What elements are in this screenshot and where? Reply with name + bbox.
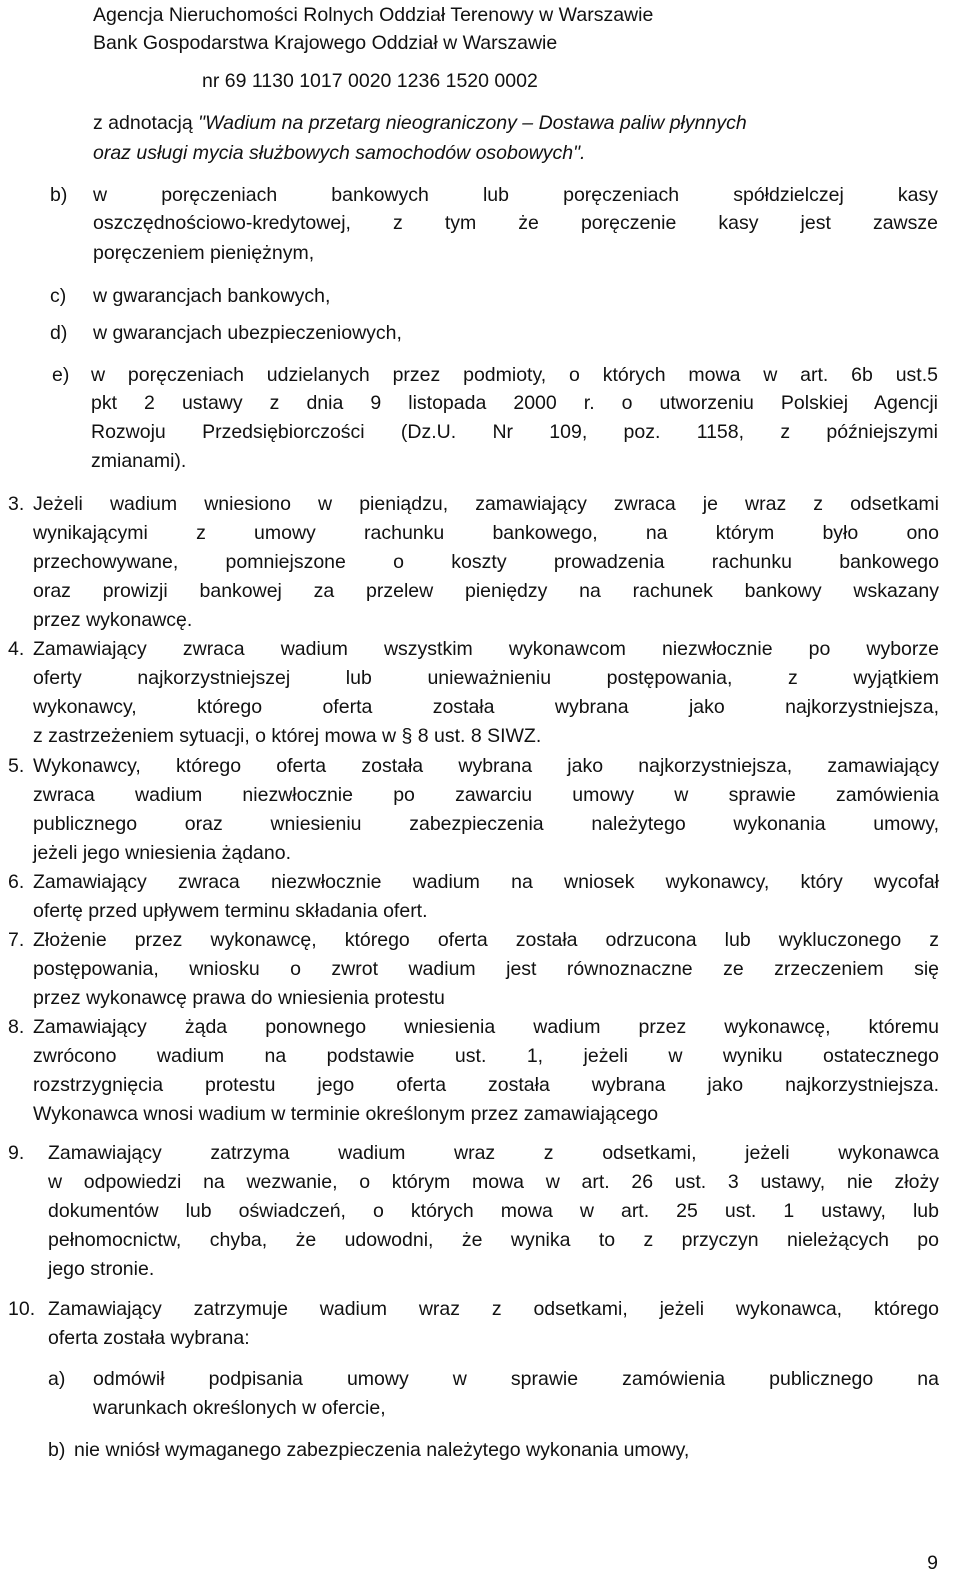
list-item-line: odmówił podpisania umowy w sprawie zamówienia publicznego na xyxy=(93,1368,939,1390)
point-number: 10. xyxy=(8,1298,36,1320)
point-line: Zamawiający zwraca wadium wszystkim wykonawcom niezwłocznie po wyborze xyxy=(33,638,939,660)
page-number: 9 xyxy=(927,1552,938,1574)
point-line: oraz prowizji bankowej za przelew pieniędzy na rachunek bankowy wskazany xyxy=(33,580,939,602)
point-line: zwraca wadium niezwłocznie po zawarciu umowy w sprawie zamówienia xyxy=(33,784,939,806)
point-line: Zamawiający zatrzyma wadium wraz z odsetkami, jeżeli wykonawca xyxy=(48,1142,939,1164)
list-marker: e) xyxy=(52,364,70,386)
point-number: 9. xyxy=(8,1142,25,1164)
list-item-line: oszczędnościowo-kredytowej, z tym że poręczenie kasy jest zawsze xyxy=(93,212,938,234)
point-number: 5. xyxy=(8,755,25,777)
list-item-line: zmianami). xyxy=(91,450,187,472)
point-line: zwrócono wadium na podstawie ust. 1, jeżeli w wyniku ostatecznego xyxy=(33,1045,939,1067)
point-line: Jeżeli wadium wniesiono w pieniądzu, zamawiający zwraca je wraz z odsetkami xyxy=(33,493,939,515)
point-line: pełnomocnictw, chyba, że udowodni, że wynika to z przyczyn nieleżących po xyxy=(48,1229,939,1251)
point-number: 3. xyxy=(8,493,25,515)
list-item-line: Rozwoju Przedsiębiorczości (Dz.U. Nr 109, poz. 1158, z późniejszymi xyxy=(91,421,938,443)
list-marker: d) xyxy=(50,322,68,344)
annotation-text-1: "Wadium na przetarg nieograniczony – Dostawa paliw płynnych xyxy=(198,112,747,134)
point-line: postępowania, wniosku o zwrot wadium jest równoznaczne ze zrzeczeniem się xyxy=(33,958,939,980)
point-line: Zamawiający zatrzymuje wadium wraz z odsetkami, jeżeli wykonawca, którego xyxy=(48,1298,939,1320)
list-item-line: poręczeniem pieniężnym, xyxy=(93,242,315,264)
header-line-2: Bank Gospodarstwa Krajowego Oddział w Warszawie xyxy=(93,32,558,54)
point-line: wynikającymi z umowy rachunku bankowego, na którym było ono xyxy=(33,522,939,544)
point-line: z zastrzeżeniem sytuacji, o której mowa w § 8 ust. 8 SIWZ. xyxy=(33,725,542,747)
point-line: przez wykonawcę prawa do wniesienia protestu xyxy=(33,987,445,1009)
list-item-line: w gwarancjach bankowych, xyxy=(93,285,331,307)
point-line: przechowywane, pomniejszone o koszty prowadzenia rachunku bankowego xyxy=(33,551,939,573)
list-marker: c) xyxy=(50,285,67,307)
bank-account-number: nr 69 1130 1017 0020 1236 1520 0002 xyxy=(202,70,538,92)
point-number: 7. xyxy=(8,929,25,951)
header-line-1: Agencja Nieruchomości Rolnych Oddział Terenowy w Warszawie xyxy=(93,4,654,26)
point-number: 6. xyxy=(8,871,25,893)
point-line: publicznego oraz wniesieniu zabezpieczenia należytego wykonania umowy, xyxy=(33,813,939,835)
list-item-line: nie wniósł wymaganego zabezpieczenia należytego wykonania umowy, xyxy=(74,1439,690,1461)
list-item-line: pkt 2 ustawy z dnia 9 listopada 2000 r. o utworzeniu Polskiej Agencji xyxy=(91,392,938,414)
point-line: Zamawiający żąda ponownego wniesienia wadium przez wykonawcę, któremu xyxy=(33,1016,939,1038)
point-line: rozstrzygnięcia protestu jego oferta została wybrana jako najkorzystniejsza. xyxy=(33,1074,939,1096)
point-number: 4. xyxy=(8,638,25,660)
annotation-line-2: oraz usługi mycia służbowych samochodów osobowych". xyxy=(93,142,586,164)
annotation-prefix: z adnotacją xyxy=(93,112,199,134)
list-item-line: w poręczeniach bankowych lub poręczeniach spółdzielczej kasy xyxy=(93,184,938,206)
point-line: w odpowiedzi na wezwanie, o którym mowa w art. 26 ust. 3 ustawy, nie złoży xyxy=(48,1171,939,1193)
point-number: 8. xyxy=(8,1016,25,1038)
point-line: dokumentów lub oświadczeń, o których mowa w art. 25 ust. 1 ustawy, lub xyxy=(48,1200,939,1222)
list-item-line: w gwarancjach ubezpieczeniowych, xyxy=(93,322,402,344)
list-marker: a) xyxy=(48,1368,66,1390)
point-line: oferta została wybrana: xyxy=(48,1327,250,1349)
annotation-line-1 xyxy=(93,108,747,138)
point-line: Wykonawcy, którego oferta została wybrana jako najkorzystniejsza, zamawiający xyxy=(33,755,939,777)
point-line: Zamawiający zwraca niezwłocznie wadium na wniosek wykonawcy, który wycofał xyxy=(33,871,939,893)
point-line: Wykonawca wnosi wadium w terminie określonym przez zamawiającego xyxy=(33,1103,659,1125)
point-line: wykonawcy, którego oferta została wybrana jako najkorzystniejsza, xyxy=(33,696,939,718)
list-marker: b) xyxy=(48,1439,66,1461)
point-line: przez wykonawcę. xyxy=(33,609,193,631)
list-marker: b) xyxy=(50,184,68,206)
list-item-line: warunkach określonych w ofercie, xyxy=(93,1397,386,1419)
point-line: Złożenie przez wykonawcę, którego oferta została odrzucona lub wykluczonego z xyxy=(33,929,939,951)
point-line: jeżeli jego wniesienia żądano. xyxy=(33,842,292,864)
point-line: ofertę przed upływem terminu składania ofert. xyxy=(33,900,428,922)
point-line: jego stronie. xyxy=(48,1258,155,1280)
list-item-line: w poręczeniach udzielanych przez podmioty, o których mowa w art. 6b ust.5 xyxy=(91,364,938,386)
point-line: oferty najkorzystniejszej lub unieważnieniu postępowania, z wyjątkiem xyxy=(33,667,939,689)
